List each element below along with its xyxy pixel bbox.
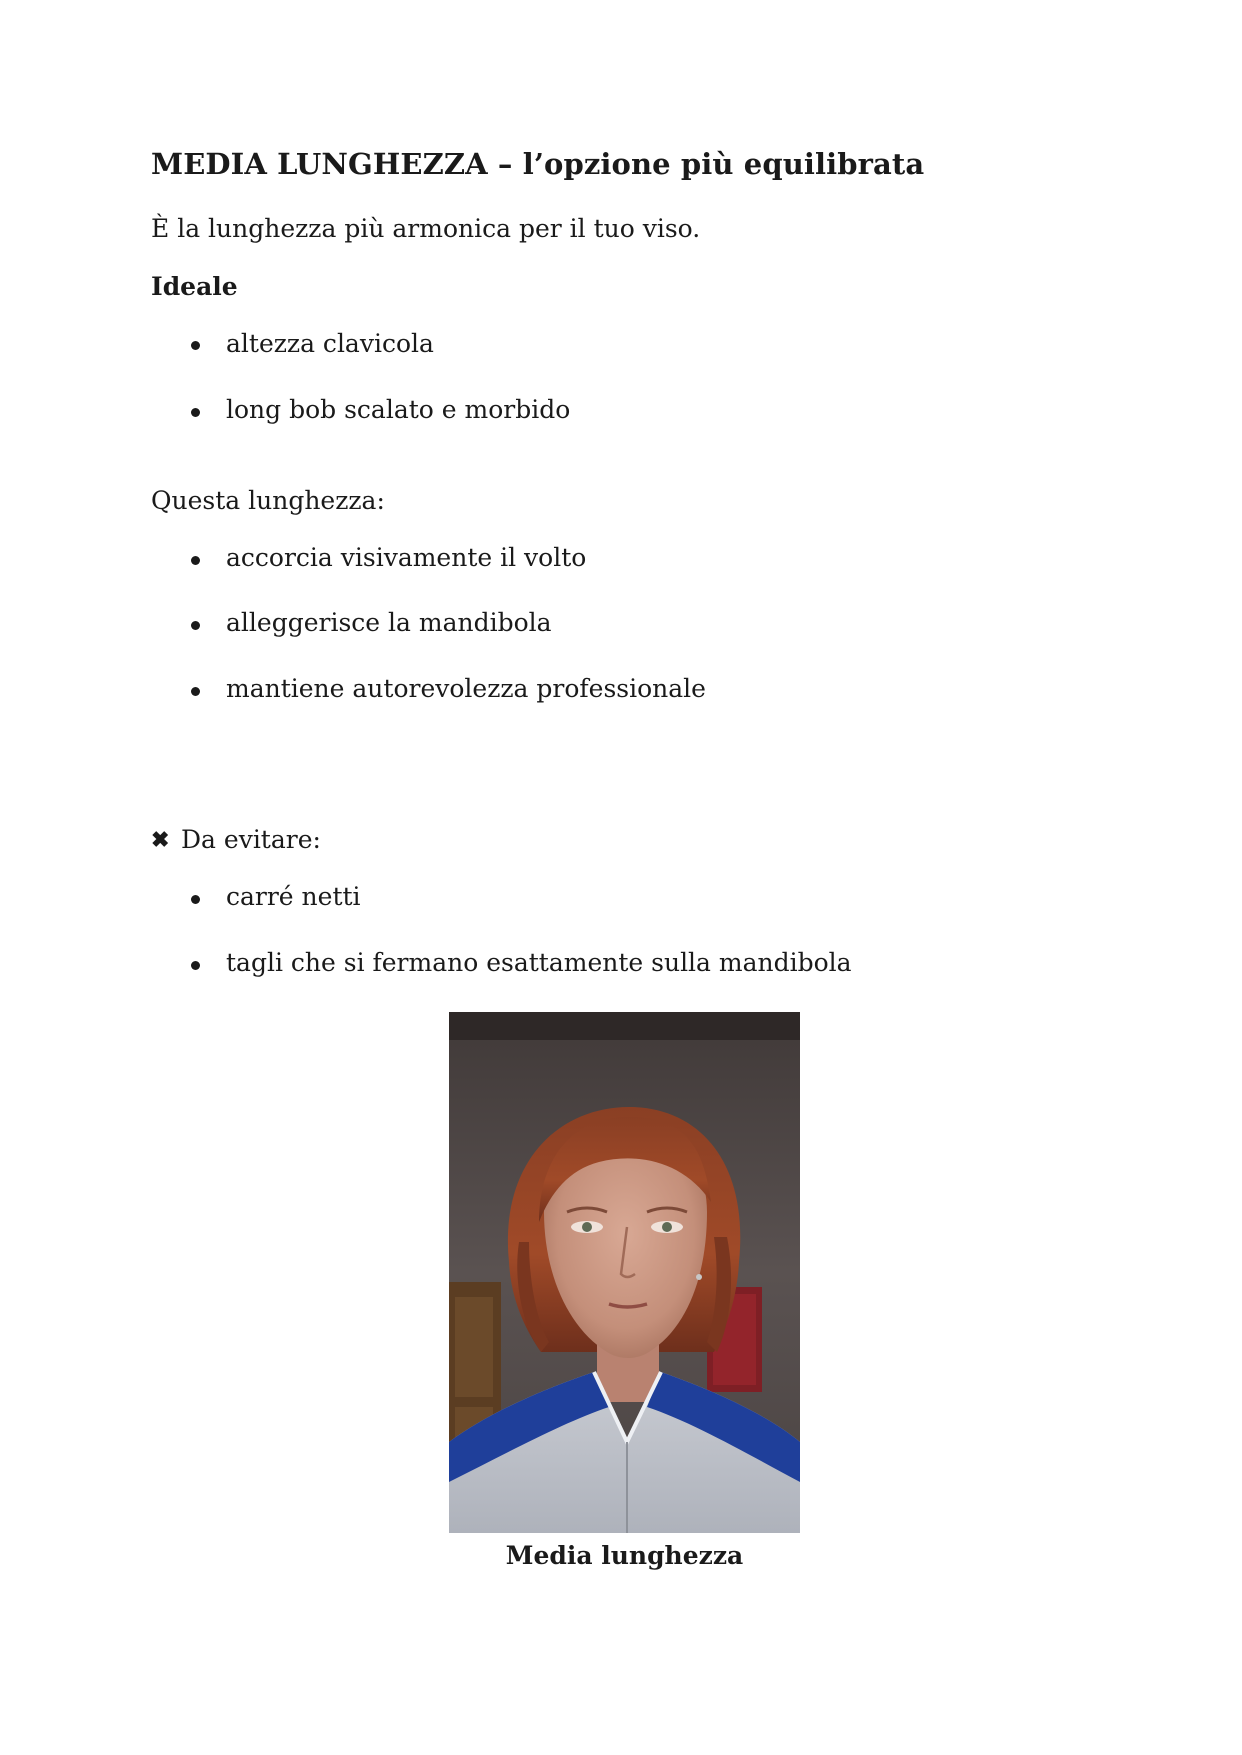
list-item: tagli che si fermano esattamente sulla mandibola — [226, 948, 852, 977]
questa-label: Questa lunghezza: — [151, 486, 385, 515]
list-item: altezza clavicola — [226, 329, 434, 358]
bullet-icon — [191, 408, 200, 417]
portrait-photo — [449, 1012, 800, 1533]
section-heading: MEDIA LUNGHEZZA – l’opzione più equilibrata — [151, 147, 925, 181]
bullet-icon — [191, 895, 200, 904]
bullet-icon — [191, 961, 200, 970]
bullet-icon — [191, 341, 200, 350]
list-item: mantiene autorevolezza professionale — [226, 674, 706, 703]
ideale-label: Ideale — [151, 272, 238, 301]
figure-caption: Media lunghezza — [505, 1541, 744, 1570]
portrait-illustration — [449, 1012, 800, 1533]
evitare-label: Da evitare: — [181, 825, 321, 854]
bullet-icon — [191, 687, 200, 696]
list-item: alleggerisce la mandibola — [226, 608, 552, 637]
cross-mark-icon: ✖ — [151, 827, 170, 853]
list-item: long bob scalato e morbido — [226, 395, 571, 424]
list-item: carré netti — [226, 882, 361, 911]
bullet-icon — [191, 621, 200, 630]
intro-paragraph: È la lunghezza più armonica per il tuo viso. — [151, 214, 701, 243]
list-item: accorcia visivamente il volto — [226, 543, 587, 572]
bullet-icon — [191, 556, 200, 565]
